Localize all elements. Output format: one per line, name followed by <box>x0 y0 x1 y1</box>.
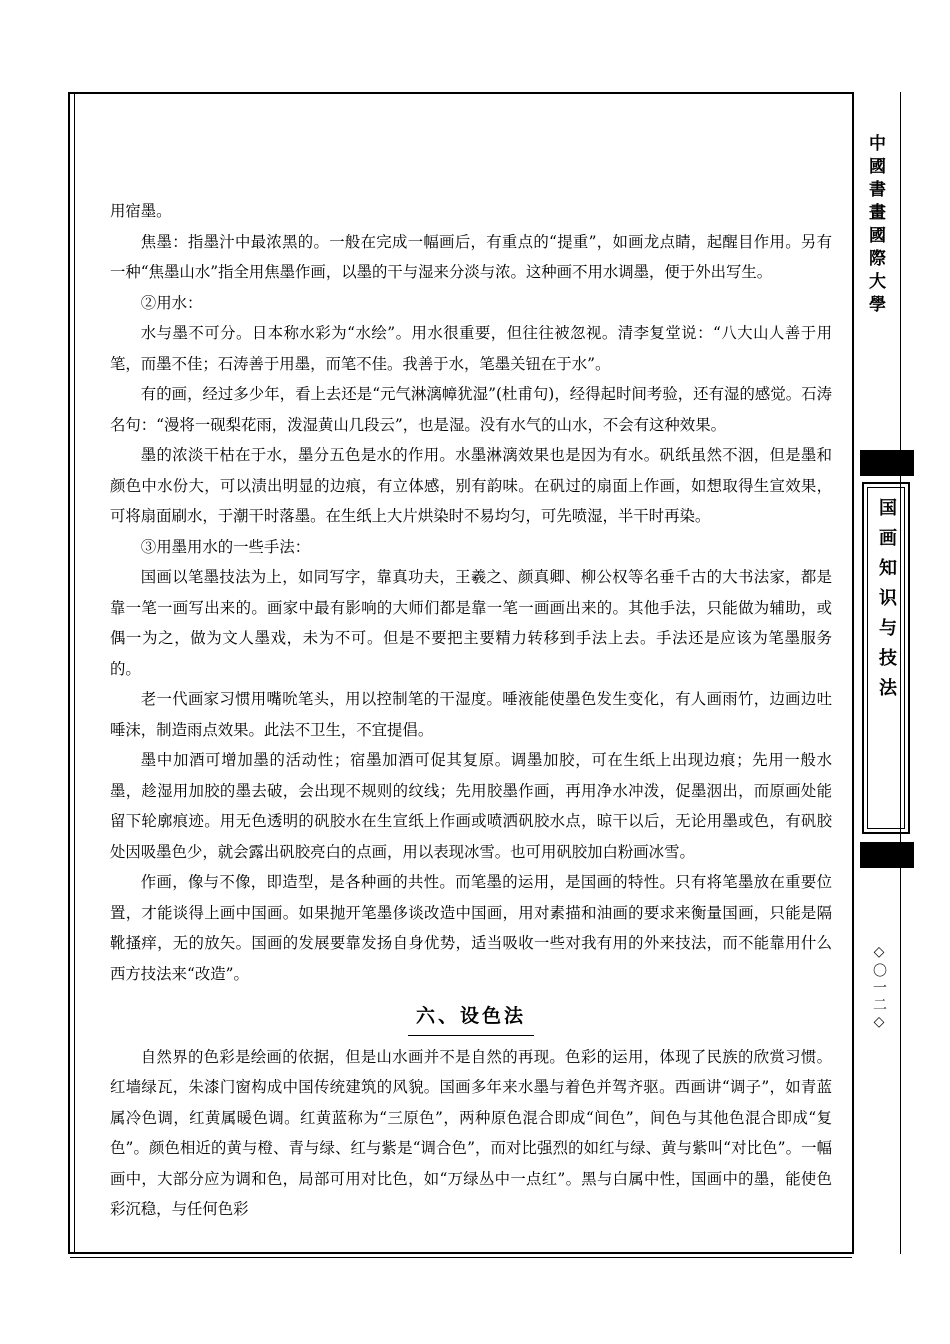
page-body-text <box>110 196 832 1225</box>
paragraph: 水与墨不可分。日本称水彩为“水绘”。用水很重要，但往往被忽视。清李复堂说：“八大山人善于用笔，而墨不佳；石涛善于用墨，而笔不佳。我善于水，笔墨关钮在于水”。 <box>110 324 832 373</box>
section-heading-text: 六、设色法 <box>415 1005 526 1027</box>
book-box-cap-top <box>860 450 914 476</box>
page-number: ◇〇一二◇ <box>871 944 887 1033</box>
paragraph: 焦墨：指墨汁中最浓黑的。一般在完成一幅画后，有重点的“提重”，如画龙点睛，起醒目作用。另有一种“焦墨山水”指全用焦墨作画，以墨的干与湿来分淡与浓。这种画不用水调墨，便于外出写生。 <box>110 232 832 281</box>
book-title: 国画知识与技法 <box>876 498 897 708</box>
section-heading-underline <box>408 1035 534 1036</box>
book-box-inner-border <box>862 482 910 834</box>
paragraph: 作画，像与不像，即造型，是各种画的共性。而笔墨的运用，是国画的特性。只有将笔墨放在重要位置，才能谈得上画中国画。如果抛开笔墨侈谈改造中国画，用对素描和油画的要求来衡量国画，只能是隔靴搔痒，无的放矢。国画的发展要靠发扬自身优势，适当吸收一些对我有用的外来技法，而不能靠用什么西方技法来“改造”。 <box>110 873 832 983</box>
paragraph: 老一代画家习惯用嘴吮笔头，用以控制笔的干湿度。唾液能使墨色发生变化，有人画雨竹，边画边吐唾沫，制造雨点效果。此法不卫生，不宜提倡。 <box>110 690 832 739</box>
book-box-cap-bottom <box>860 842 914 868</box>
paragraph: 用宿墨。 <box>110 202 172 220</box>
paragraph: 墨的浓淡干枯在于水，墨分五色是水的作用。水墨淋漓效果也是因为有水。矾纸虽然不洇，但是墨和颜色中水份大，可以渍出明显的边痕，有立体感，别有韵味。在矾过的扇面上作画，如想取得生宣效果，可将扇面刷水，于潮干时落墨。在生纸上大片烘染时不易均匀，可先喷湿，半干时再染。 <box>110 446 832 525</box>
paragraph: 墨中加酒可增加墨的活动性；宿墨加酒可促其复原。调墨加胶，可在生纸上出现边痕；先用一般水墨，趁湿用加胶的墨去破，会出现不规则的纹线；先用胶墨作画，再用净水冲泼，促墨洇出，而原画处能留下轮廓痕迹。用无色透明的矾胶水在生宣纸上作画或喷洒矾胶水点，晾干以后，无论用墨或色，有矾胶处因吸墨色少，就会露出矾胶亮白的点画，用以表现冰雪。也可用矾胶加白粉画冰雪。 <box>110 751 832 861</box>
section-heading <box>110 1001 832 1036</box>
paragraph: 国画以笔墨技法为上，如同写字，靠真功夫，王羲之、颜真卿、柳公权等名垂千古的大书法家，都是靠一笔一画写出来的。画家中最有影响的大师们都是靠一笔一画画出来的。其他手法，只能做为辅助，或偶一为之，做为文人墨戏，未为不可。但是不要把主要精力转移到手法上去。手法还是应该为笔墨服务的。 <box>110 568 832 678</box>
paragraph: 自然界的色彩是绘画的依据，但是山水画并不是自然的再现。色彩的运用，体现了民族的欣赏习惯。红墙绿瓦，朱漆门窗构成中国传统建筑的风貌。国画多年来水墨与着色并驾齐驱。西画讲“调子”，如青蓝属冷色调，红黄属暖色调。红黄蓝称为“三原色”，两种原色混合即成“间色”，间色与其他色混合即成“复色”。颜色相近的黄与橙、青与绿、红与紫是“调合色”，而对比强烈的如红与绿、黄与紫叫“对比色”。一幅画中，大部分应为调和色，局部可用对比色，如“万绿丛中一点红”。黑与白属中性，国画中的墨，能使色彩沉稳，与任何色彩 <box>110 1047 832 1218</box>
right-sidebar <box>858 92 918 1254</box>
paragraph: ③用墨用水的一些手法： <box>140 537 311 556</box>
paragraph: 有的画，经过多少年，看上去还是“元气淋漓幛犹湿”(杜甫句)，经得起时间考验，还有湿的感觉。石涛名句：“漫将一砚梨花雨，泼湿黄山几段云”，也是湿。没有水气的山水，不会有这种效果。 <box>110 385 832 434</box>
series-title: 中國書畫國際大學 <box>865 134 885 318</box>
book-title-box <box>860 450 914 868</box>
paragraph: ②用水： <box>140 293 203 312</box>
